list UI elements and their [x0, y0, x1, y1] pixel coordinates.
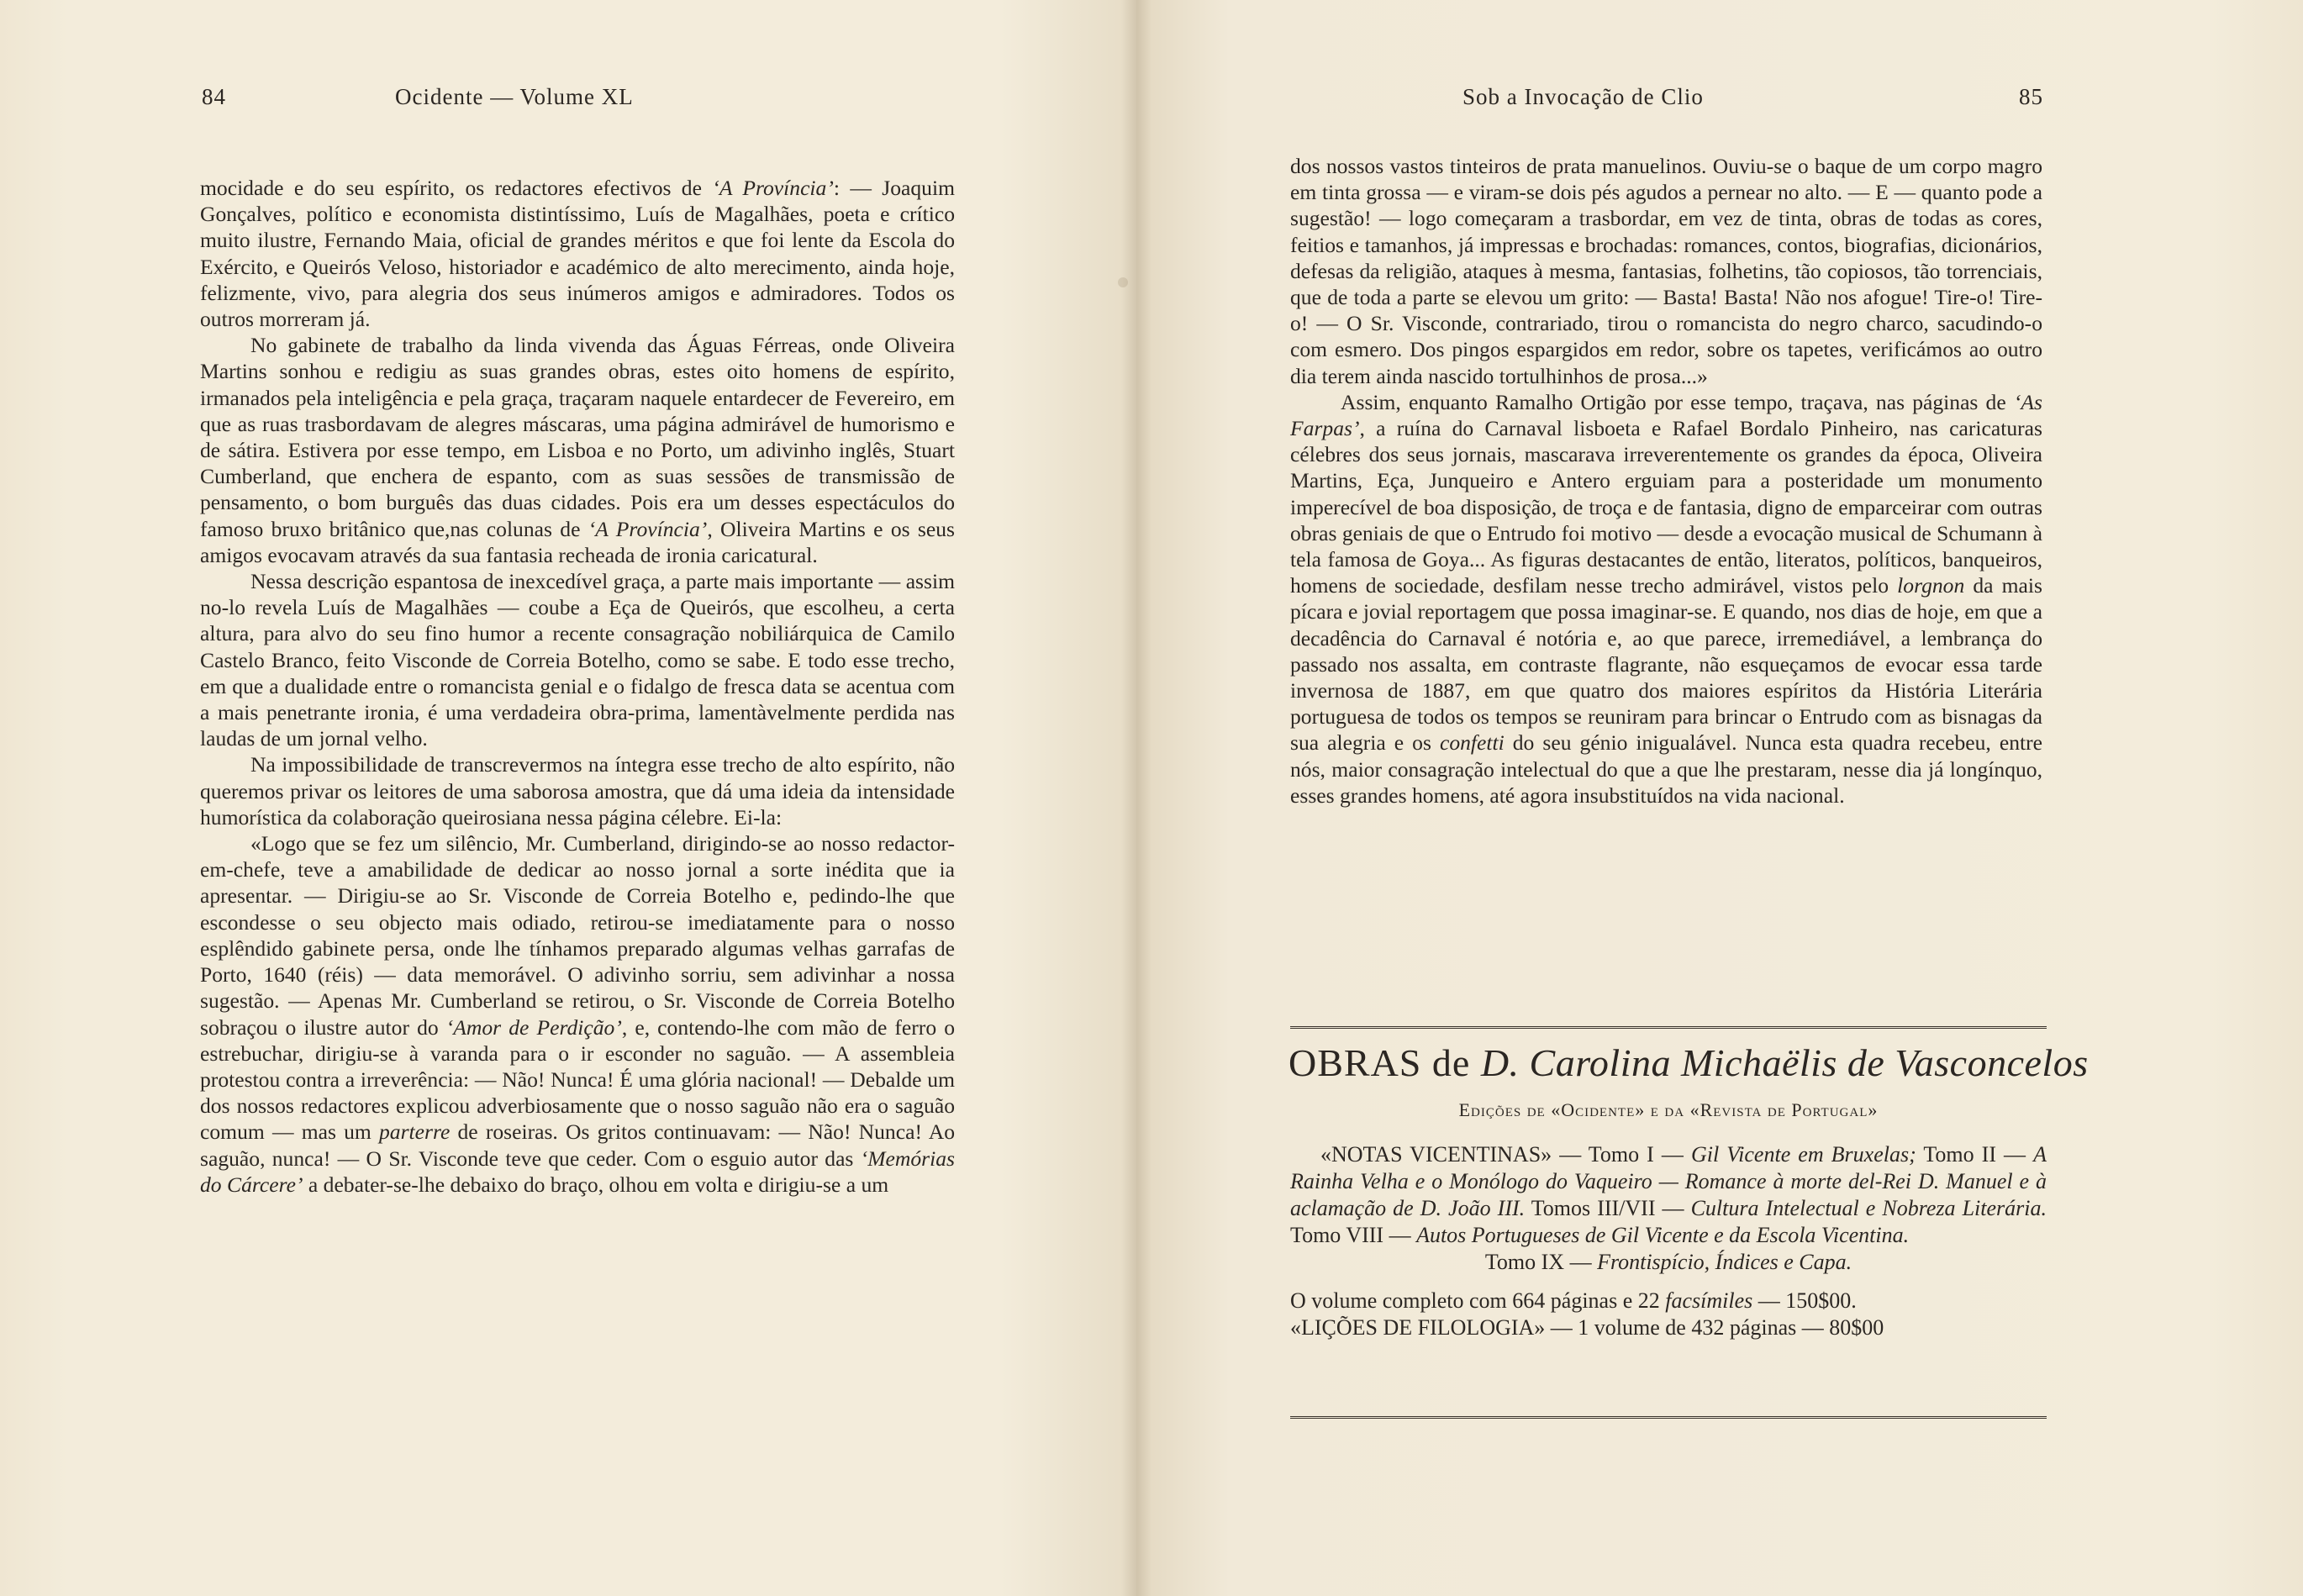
body-text	[1290, 153, 2042, 809]
advert-paragraph: «NOTAS VICENTINAS» — Tomo I — Gil Vicente em Bruxelas; Tomo II — A Rainha Velha e o Monólogo do Vaqueiro — Romance à morte del-Rei D. Manuel e à aclamação de D. João III. Tomos III/VII — Cultura Intelectual e Nobreza Literária. Tomo VIII — Autos Portugueses de Gil Vicente e da Escola Vicentina.	[1290, 1142, 2047, 1247]
body-paragraph: Na impossibilidade de transcrevermos na íntegra esse trecho de alto espírito, não queremos privar os leitores de uma saborosa amostra, que dá uma ideia da intensidade humorística da colaboração queirosiana nessa página célebre. Ei-la:	[200, 752, 955, 830]
page-number: 84	[202, 84, 226, 109]
left-page	[0, 0, 1136, 1596]
advert-heading-prefix: OBRAS de	[1289, 1041, 1471, 1084]
book-gutter	[1121, 0, 1152, 1596]
advert-paragraph: O volume completo com 664 páginas e 22 facsímiles — 150$00.	[1290, 1288, 1857, 1313]
advert-paragraph: Tomo IX — Frontispício, Índices e Capa.	[1484, 1250, 1852, 1274]
body-text	[200, 175, 955, 1198]
body-paragraph: Nessa descrição espantosa de inexcedível graça, a parte mais importante — assim no-lo revela Luís de Magalhães — coube a Eça de Queirós, que escolheu, a certa altura, para alvo do seu fino humor a recente consagração nobiliárquica de Camilo Castelo Branco, feito Visconde de Correia Botelho, como se sabe. E todo esse trecho, em que a dualidade entre o romancista genial e o fidalgo de fresca data se acentua com a mais penetrante ironia, é uma verdadeira obra-prima, lamentàvelmente perdida nas laudas de um jornal velho.	[200, 569, 955, 751]
paper-stain	[1118, 277, 1128, 287]
page-number: 85	[2019, 84, 2043, 109]
advert-bottom-rule	[1290, 1416, 2047, 1419]
body-paragraph: mocidade e do seu espírito, os redactores efectivos de ‘A Província’: — Joaquim Gonçalves, político e economista distintíssimo, Luís de Magalhães, poeta e crítico muito ilustre, Fernando Maia, oficial de grandes méritos e que foi lente da Escola do Exército, e Queirós Veloso, historiador e académico de alto merecimento, ainda hoje, felizmente, vivo, para alegria dos seus inúmeros amigos e admiradores. Todos os outros morreram já.	[200, 176, 955, 332]
advert-heading	[1289, 1040, 2089, 1085]
running-title: Ocidente — Volume XL	[395, 84, 634, 109]
advert-body	[1290, 1141, 2047, 1341]
advert-paragraph: «LIÇÕES DE FILOLOGIA» — 1 volume de 432 páginas — 80$00	[1290, 1315, 1884, 1340]
body-paragraph: dos nossos vastos tinteiros de prata manuelinos. Ouviu-se o baque de um corpo magro em tinta grossa — e viram-se dois pés agudos a pernear no alto. — E — quanto pode a sugestão! — logo começaram a trasbordar, em vez de tinta, obras de todas as cores, feitios e tamanhos, já impressas e brochadas: romances, contos, biografias, dicionários, defesas da religião, ataques à mesma, fantasias, folhetins, tão copiosos, tão torrenciais, que de toda a parte se elevou um grito: — Basta! Basta! Não nos afogue! Tire-o! Tire-o! — O Sr. Visconde, contrariado, tirou o romancista do negro charco, sacudindo-o com esmero. Dos pingos espargidos em redor, sobre os tapetes, verificámos ao outro dia terem ainda nascido tortulhinhos de prosa...»	[1290, 154, 2042, 388]
body-paragraph: No gabinete de trabalho da linda vivenda das Águas Férreas, onde Oliveira Martins sonhou e redigiu as suas grandes obras, estes oito homens de espírito, irmanados pela inteligência e pela graça, traçaram naquele entardecer de Fevereiro, em que as ruas trasbordavam de alegres máscaras, uma página admirável de humorismo e de sátira. Estivera por esse tempo, em Lisboa e no Porto, um adivinho inglês, Stuart Cumberland, que enchera de espanto, com as suas sessões de transmissão de pensamento, o bom burguês das duas cidades. Pois era um desses espectáculos do famoso bruxo britânico que,nas colunas de ‘A Província’, Oliveira Martins e os seus amigos evocavam através da sua fantasia recheada de ironia caricatural.	[200, 333, 956, 567]
body-paragraph: «Logo que se fez um silêncio, Mr. Cumberland, dirigindo-se ao nosso redactor-em-chefe, teve a amabilidade de dedicar ao nosso jornal a sorte inédita que ia apresentar. — Dirigiu-se ao Sr. Visconde de Correia Botelho e, pedindo-lhe que escondesse o seu objecto mais odiado, retirou-se imediatamente para o nosso esplêndido gabinete persa, onde lhe tínhamos preparado algumas velhas garrafas de Porto, 1640 (réis) — data memorável. O adivinho sorriu, sem adivinhar a nossa sugestão. — Apenas Mr. Cumberland se retirou, o Sr. Visconde de Correia Botelho sobraçou o ilustre autor do ‘Amor de Perdição’, e, contendo-lhe com mão de ferro o estrebuchar, dirigiu-se à varanda para o ir esconder no saguão. — A assembleia protestou contra a irreverência: — Não! Nunca! É uma glória nacional! — Debalde um dos nossos redactores explicou adverbiosamente que o nosso saguão não era o saguão comum — mas um parterre de roseiras. Os gritos continuavam: — Não! Nunca! Ao saguão, nunca! — O Sr. Visconde teve que ceder. Com o esguio autor das ‘Memórias do Cárcere’ a debater-se-lhe debaixo do braço, olhou em volta e dirigiu-se a um	[200, 831, 955, 1197]
advert-heading-author: D. Carolina Michaëlis de Vasconcelos	[1480, 1041, 2089, 1084]
advert-subheading: Edições de «Ocidente» e da «Revista de Portugal»	[1458, 1099, 1879, 1120]
body-paragraph: Assim, enquanto Ramalho Ortigão por esse tempo, traçava, nas páginas de ‘As Farpas’, a ruína do Carnaval lisboeta e Rafael Bordalo Pinheiro, nas caricaturas célebres dos seus jornais, mascarava irreverentemente os grandes da época, Oliveira Martins, Eça, Junqueiro e Antero erguiam para a posteridade um monumento imperecível de boa disposição, de troça e de fantasia, digno de emparceirar com outras obras geniais de que o Entrudo foi motivo — desde a evocação musical de Schumann à tela famosa de Goya... As figuras destacantes de então, literatos, políticos, banqueiros, homens de sociedade, desfilam nesse trecho admirável, vistos pelo lorgnon da mais pícara e jovial reportagem que possa imaginar-se. E quando, nos dias de hoje, em que a decadência do Carnaval é notória e, ao que parece, irremediável, a lembrança do passado nos assalta, em contraste flagrante, não esqueçamos de evocar essa tarde invernosa de 1887, em que quatro dos maiores espíritos da História Literária portuguesa de todos os tempos se reuniram para brincar o Entrudo com as bisnagas da sua alegria e os confetti do seu génio inigualável. Nunca esta quadra recebeu, entre nós, maior consagração intelectual do que a que lhe prestaram, nesse dia já longínquo, esses grandes homens, até agora insubstituídos na vida nacional.	[1290, 389, 2042, 808]
running-title: Sob a Invocação de Clio	[1462, 84, 1704, 109]
advert-top-rule	[1290, 1026, 2047, 1029]
